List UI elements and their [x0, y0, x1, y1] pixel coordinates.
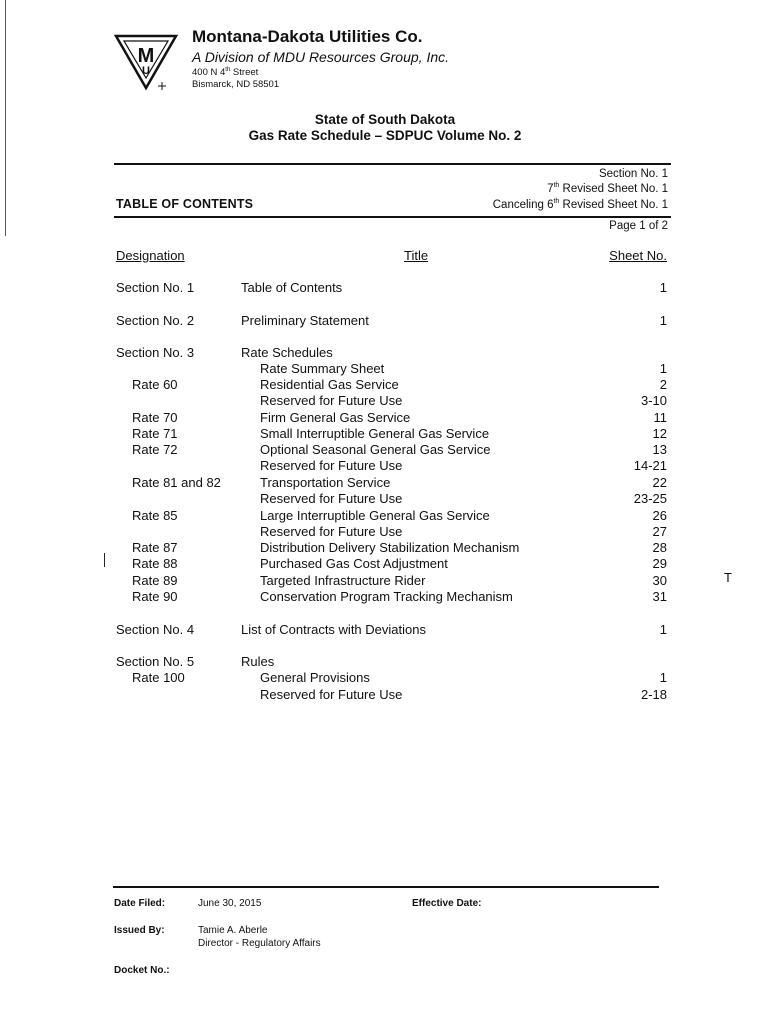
row-sheet-no: 11 — [653, 410, 667, 425]
row-title: List of Contracts with Deviations — [241, 622, 426, 637]
address-line-2: Bismarck, ND 58501 — [192, 79, 280, 90]
row-title: Reserved for Future Use — [260, 687, 403, 702]
row-title: Rules — [241, 654, 275, 669]
row-title: General Provisions — [260, 670, 370, 685]
row-title: Large Interruptible General Gas Service — [260, 508, 490, 523]
row-title: Reserved for Future Use — [260, 458, 403, 473]
row-title: Reserved for Future Use — [260, 393, 403, 408]
row-title: Table of Contents — [241, 280, 343, 295]
row-title: Rate Summary Sheet — [260, 361, 385, 376]
footer-rule — [113, 886, 659, 888]
issuer-title: Director - Regulatory Affairs — [198, 938, 321, 949]
section-number: Section No. 1 — [598, 168, 668, 180]
company-name: Montana-Dakota Utilities Co. — [192, 27, 423, 46]
row-title: Purchased Gas Cost Adjustment — [260, 556, 448, 571]
change-marker: T — [724, 570, 732, 585]
issued-by-label: Issued By: — [114, 925, 165, 936]
svg-text:M: M — [137, 45, 155, 67]
revision-bar — [104, 553, 105, 567]
row-designation: Rate 71 — [132, 426, 178, 441]
row-title: Transportation Service — [260, 475, 391, 490]
row-designation: Rate 88 — [132, 556, 178, 571]
revised-sheet: 7th Revised Sheet No. 1 — [547, 182, 668, 195]
column-sheet-no: Sheet No. — [609, 248, 667, 263]
row-sheet-no: 3-10 — [640, 393, 667, 408]
toc-title: TABLE OF CONTENTS — [116, 197, 254, 211]
effective-date-label: Effective Date: — [412, 898, 482, 909]
row-designation: Rate 81 and 82 — [132, 475, 221, 490]
row-designation: Rate 100 — [132, 670, 185, 685]
row-title: Reserved for Future Use — [260, 524, 403, 539]
row-title: Small Interruptible General Gas Service — [260, 426, 490, 441]
row-designation: Section No. 3 — [116, 345, 195, 360]
date-filed-value: June 30, 2015 — [198, 898, 262, 909]
row-designation: Section No. 4 — [116, 622, 195, 637]
row-sheet-no: 22 — [652, 475, 667, 490]
canceling-sheet: Canceling 6th Revised Sheet No. 1 — [492, 198, 668, 211]
schedule-heading: Gas Rate Schedule – SDPUC Volume No. 2 — [248, 128, 522, 143]
page-indicator: Page 1 of 2 — [609, 220, 668, 232]
row-designation: Rate 90 — [132, 589, 178, 604]
row-sheet-no: 26 — [652, 508, 667, 523]
row-title: Distribution Delivery Stabilization Mechanism — [260, 540, 520, 555]
row-designation: Section No. 1 — [116, 280, 195, 295]
row-sheet-no: 12 — [652, 426, 667, 441]
row-sheet-no: 1 — [659, 313, 667, 328]
issuer-name: Tamie A. Aberle — [198, 925, 268, 936]
row-sheet-no: 13 — [652, 442, 667, 457]
row-sheet-no: 1 — [659, 361, 667, 376]
row-sheet-no: 28 — [652, 540, 667, 555]
row-sheet-no: 2-18 — [640, 687, 667, 702]
state-heading: State of South Dakota — [314, 112, 456, 127]
row-title: Reserved for Future Use — [260, 491, 403, 506]
row-designation: Rate 89 — [132, 573, 178, 588]
mdu-logo-icon — [112, 28, 180, 96]
row-designation: Section No. 5 — [116, 654, 195, 669]
row-title: Firm General Gas Service — [260, 410, 411, 425]
address-line-1: 400 N 4th Street — [192, 67, 259, 79]
row-title: Optional Seasonal General Gas Service — [260, 442, 491, 457]
row-designation: Rate 87 — [132, 540, 178, 555]
division-name: A Division of MDU Resources Group, Inc. — [192, 49, 450, 65]
row-sheet-no: 14-21 — [633, 458, 667, 473]
row-designation: Rate 70 — [132, 410, 178, 425]
date-filed-label: Date Filed: — [114, 898, 166, 909]
row-designation: Section No. 2 — [116, 313, 195, 328]
row-title: Rate Schedules — [241, 345, 333, 360]
row-sheet-no: 27 — [652, 524, 667, 539]
docket-label: Docket No.: — [114, 965, 170, 976]
column-designation: Designation — [116, 248, 185, 263]
row-title: Conservation Program Tracking Mechanism — [260, 589, 513, 604]
row-designation: Rate 85 — [132, 508, 178, 523]
row-title: Residential Gas Service — [260, 377, 399, 392]
row-sheet-no: 1 — [659, 280, 667, 295]
row-title: Preliminary Statement — [241, 313, 369, 328]
row-sheet-no: 23-25 — [633, 491, 667, 506]
svg-text:U: U — [142, 65, 150, 77]
header-rule-bottom — [114, 216, 671, 218]
row-designation: Rate 60 — [132, 377, 178, 392]
row-sheet-no: 1 — [659, 622, 667, 637]
row-sheet-no: 30 — [652, 573, 667, 588]
row-sheet-no: 31 — [652, 589, 667, 604]
row-designation: Rate 72 — [132, 442, 178, 457]
row-title: Targeted Infrastructure Rider — [260, 573, 426, 588]
header-rule-top — [114, 163, 671, 165]
row-sheet-no: 2 — [659, 377, 667, 392]
row-sheet-no: 29 — [652, 556, 667, 571]
row-sheet-no: 1 — [659, 670, 667, 685]
column-title: Title — [404, 248, 429, 263]
